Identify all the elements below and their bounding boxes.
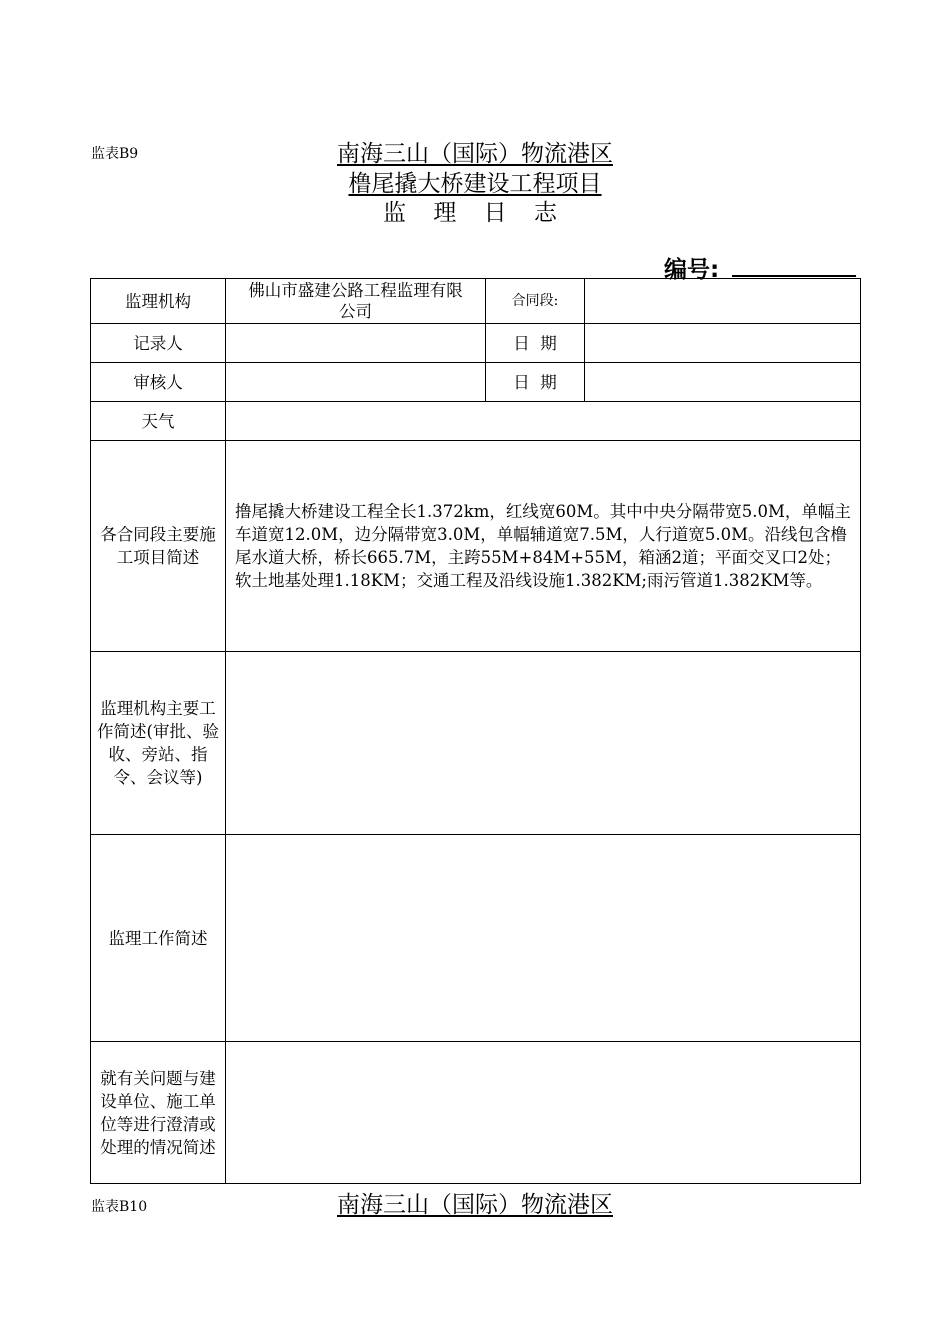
supervision-log-table	[90, 278, 861, 1184]
reviewer-label: 审核人	[91, 363, 226, 402]
org-work-field[interactable]	[226, 652, 861, 835]
date-field-2[interactable]	[585, 363, 861, 402]
supervision-work-label: 监理工作简述	[91, 835, 226, 1042]
date-label-1: 日 期	[486, 324, 585, 363]
next-form-code: 监表B10	[91, 1199, 148, 1215]
page-title: 监 理 日 志	[383, 200, 567, 226]
form-code: 监表B9	[91, 146, 139, 162]
supervision-work-field[interactable]	[226, 835, 861, 1042]
org-work-label: 监理机构主要工作简述(审批、验收、旁站、指令、会议等)	[91, 652, 226, 835]
recorder-label: 记录人	[91, 324, 226, 363]
recorder-field[interactable]	[226, 324, 486, 363]
issues-field[interactable]	[226, 1042, 861, 1184]
project-desc-field[interactable]: 撸尾撬大桥建设工程全长1.372km，红线宽60M。其中中央分隔带宽5.0M，单幅主车道宽12.0M，边分隔带宽3.0M，单幅辅道宽7.5M，人行道宽5.0M。沿线包含橹尾水道大桥，桥长665.7M，主跨55M+84M+55M，箱涵2道；平面交叉口2处；软土地基处理1.18KM；交通工程及沿线设施1.382KM;雨污管道1.382KM等。	[226, 441, 861, 652]
supervisor-org-label: 监理机构	[91, 279, 226, 324]
contract-section-field[interactable]	[585, 279, 861, 324]
project-desc-label: 各合同段主要施工项目简述	[91, 441, 226, 652]
title-line-2: 橹尾撬大桥建设工程项目	[348, 171, 602, 197]
weather-field[interactable]	[226, 402, 861, 441]
date-field-1[interactable]	[585, 324, 861, 363]
number-field[interactable]	[732, 275, 856, 277]
reviewer-field[interactable]	[226, 363, 486, 402]
issues-label: 就有关问题与建设单位、施工单位等进行澄清或处理的情况简述	[91, 1042, 226, 1184]
next-title-line-1: 南海三山（国际）物流港区	[337, 1192, 613, 1218]
number-label: 编号:	[664, 257, 720, 283]
date-label-2: 日 期	[486, 363, 585, 402]
supervisor-org-value[interactable]: 佛山市盛建公路工程监理有限公司	[226, 279, 486, 324]
title-line-1: 南海三山（国际）物流港区	[337, 141, 613, 167]
contract-section-label: 合同段:	[486, 279, 585, 324]
weather-label: 天气	[91, 402, 226, 441]
